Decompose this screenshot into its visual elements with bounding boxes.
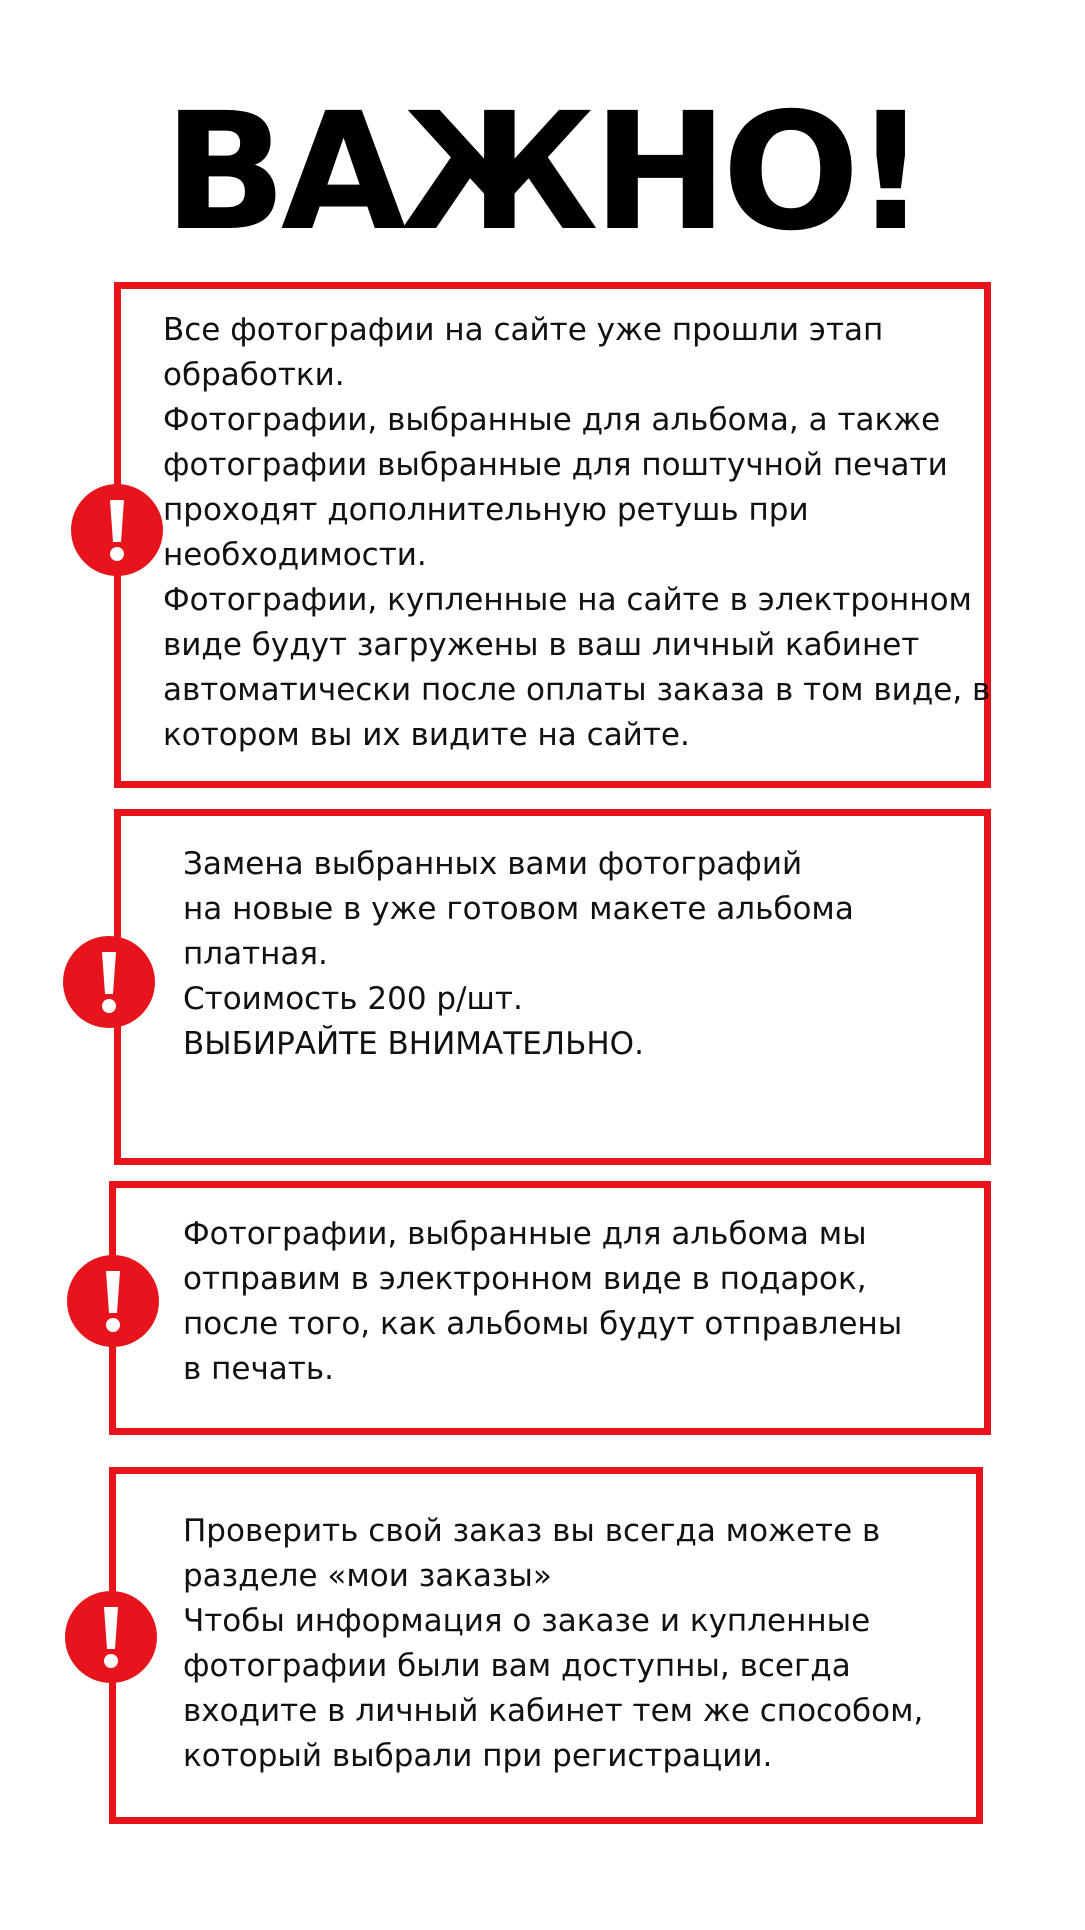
notice-line: котором вы их видите на сайте. xyxy=(163,717,690,753)
notice-line: Чтобы информация о заказе и купленные xyxy=(183,1603,871,1639)
notice-line: необходимости. xyxy=(163,537,427,573)
notice-line: после того, как альбомы будут отправлены xyxy=(183,1306,903,1342)
notice-line: в печать. xyxy=(183,1351,334,1387)
notice-line: Замена выбранных вами фотографий xyxy=(183,846,803,882)
exclamation-icon xyxy=(67,1255,159,1347)
exclamation-icon xyxy=(65,1591,157,1683)
notice-line: виде будут загружены в ваш личный кабинет xyxy=(163,627,920,663)
notice-line: ВЫБИРАЙТЕ ВНИМАТЕЛЬНО. xyxy=(183,1026,644,1062)
notice-line: Фотографии, выбранные для альбома мы xyxy=(183,1216,867,1252)
notice-line: Стоимость 200 р/шт. xyxy=(183,981,523,1017)
notice-line: Все фотографии на сайте уже прошли этап xyxy=(163,312,884,348)
notice-line: обработки. xyxy=(163,357,345,393)
notice-line: входите в личный кабинет тем же способом, xyxy=(183,1693,924,1729)
notice-line: фотографии выбранные для поштучной печати xyxy=(163,447,948,483)
page-title: ВАЖНО! xyxy=(163,79,922,267)
notice-text-orders xyxy=(183,1509,923,1779)
notice-line: проходят дополнительную ретушь при xyxy=(163,492,809,528)
notice-line: фотографии были вам доступны, всегда xyxy=(183,1648,851,1684)
notice-line: который выбрали при регистрации. xyxy=(183,1738,773,1774)
notice-text-gift xyxy=(183,1212,902,1392)
notice-line: платная. xyxy=(183,936,328,972)
notice-line: Фотографии, купленные на сайте в электронном xyxy=(163,582,972,618)
exclamation-icon xyxy=(71,484,163,576)
notice-line: автоматически после оплаты заказа в том виде, в xyxy=(163,672,991,708)
notice-line: Фотографии, выбранные для альбома, а также xyxy=(163,402,941,438)
notice-line: отправим в электронном виде в подарок, xyxy=(183,1261,867,1297)
notice-text-retouch xyxy=(163,308,990,758)
notice-text-replacement xyxy=(183,842,854,1067)
notice-line: на новые в уже готовом макете альбома xyxy=(183,891,854,927)
notice-line: разделе «мои заказы» xyxy=(183,1558,552,1594)
exclamation-icon xyxy=(63,936,155,1028)
notice-line: Проверить свой заказ вы всегда можете в xyxy=(183,1513,881,1549)
